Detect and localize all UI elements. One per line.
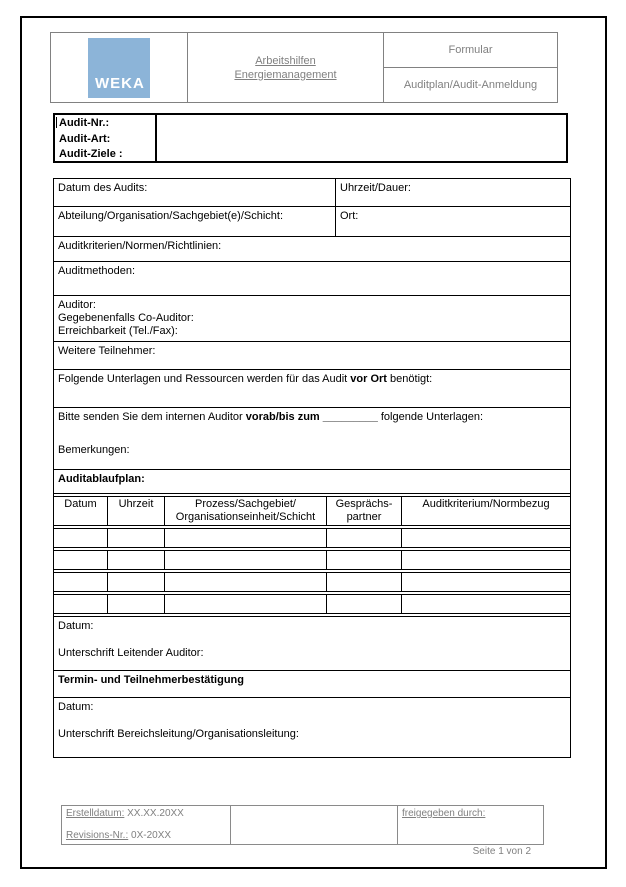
revision-label: Revisions-Nr.: xyxy=(66,830,129,841)
ablaufplan-header-row xyxy=(54,496,570,526)
row-signature-bereichsleitung xyxy=(54,698,571,758)
workbook-title-line1: Arbeitshilfen xyxy=(255,54,316,67)
ablaufplan-cell[interactable] xyxy=(165,594,327,614)
col-header-gespraechspartner: Gesprächs- partner xyxy=(327,496,402,526)
ablaufplan-cell[interactable] xyxy=(402,594,570,614)
text-cursor xyxy=(56,117,57,128)
audit-id-entry-field[interactable] xyxy=(157,115,566,161)
ablaufplan-cell[interactable] xyxy=(327,528,402,548)
row-auditor xyxy=(54,296,571,342)
workbook-title-line2: Energiemanagement xyxy=(234,68,337,81)
ort-label: Ort: xyxy=(340,210,359,222)
field-uhrzeit-dauer[interactable] xyxy=(336,179,571,207)
datum-des-audits-label: Datum des Audits: xyxy=(58,182,148,194)
ablaufplan-cell[interactable] xyxy=(327,550,402,570)
row-senden-bemerkungen xyxy=(54,408,571,470)
ablaufplan-cell[interactable] xyxy=(54,572,108,592)
unterlagen-text-bold: vor Ort xyxy=(350,373,387,385)
co-auditor-label: Gegebenenfalls Co-Auditor: xyxy=(58,312,194,324)
erreichbarkeit-label: Erreichbarkeit (Tel./Fax): xyxy=(58,325,178,337)
ablaufplan-cell[interactable] xyxy=(402,550,570,570)
bemerkungen-label: Bemerkungen: xyxy=(58,444,130,456)
bestaetigung-title: Termin- und Teilnehmerbestätigung xyxy=(54,671,571,698)
col-header-uhrzeit: Uhrzeit xyxy=(108,496,165,526)
footer-revision-cell xyxy=(62,806,231,844)
row-auditkriterien xyxy=(54,237,571,262)
col-header-datum: Datum xyxy=(54,496,108,526)
leitender-auditor-label: Unterschrift Leitender Auditor: xyxy=(58,647,204,659)
ablaufplan-cell[interactable] xyxy=(165,528,327,548)
ablaufplan-cell[interactable] xyxy=(108,594,165,614)
field-weitere-teilnehmer[interactable] xyxy=(54,342,571,370)
footer-approval-cell xyxy=(398,806,543,844)
datum-label-1: Datum: xyxy=(58,620,94,632)
doc-meta xyxy=(384,33,557,102)
document-header xyxy=(50,32,558,103)
col-header-auditkriterium: Auditkriterium/Normbezug xyxy=(402,496,570,526)
ablaufplan-cell[interactable] xyxy=(54,594,108,614)
row-ablaufplan-title xyxy=(54,470,571,494)
ablaufplan-cell[interactable] xyxy=(108,572,165,592)
datum-label-2: Datum: xyxy=(58,701,94,713)
field-auditkriterien[interactable] xyxy=(54,237,571,262)
ablaufplan-title: Auditablaufplan: xyxy=(54,470,571,494)
ablaufplan-row-1 xyxy=(54,528,570,548)
row-weitere-teilnehmer xyxy=(54,342,571,370)
senden-text-bold: vorab/bis zum _________ xyxy=(245,411,378,423)
logo-cell xyxy=(51,33,187,102)
ablaufplan-table-host xyxy=(54,494,571,617)
audit-art-label: Audit-Art: xyxy=(59,132,111,145)
weitere-teilnehmer-label: Weitere Teilnehmer: xyxy=(58,345,156,357)
ablaufplan-cell[interactable] xyxy=(54,528,108,548)
unterlagen-text-suffix: benötigt: xyxy=(386,373,433,385)
auditor-label: Auditor: xyxy=(58,299,96,311)
ablaufplan-table xyxy=(54,494,570,616)
ablaufplan-row-4 xyxy=(54,594,570,614)
ablaufplan-cell[interactable] xyxy=(402,572,570,592)
unterlagen-text-prefix: Folgende Unterlagen und Ressourcen werden für das Audit xyxy=(58,373,351,385)
row-ablaufplan-table xyxy=(54,494,571,617)
field-senden-bemerkungen[interactable] xyxy=(54,408,571,470)
senden-line xyxy=(58,411,566,424)
revision-line xyxy=(66,830,226,842)
ablaufplan-row-3 xyxy=(54,572,570,592)
row-abteilung-ort xyxy=(54,207,571,237)
row-bestaetigung-title xyxy=(54,671,571,698)
field-signature-auditor[interactable] xyxy=(54,617,571,671)
field-unterlagen-vor-ort[interactable] xyxy=(54,370,571,408)
revision-value: 0X-20XX xyxy=(131,830,172,841)
erstelldatum-label: Erstelldatum: xyxy=(66,808,125,819)
auditkriterien-label: Auditkriterien/Normen/Richtlinien: xyxy=(58,240,222,252)
audit-nr-label: Audit-Nr.: xyxy=(59,117,110,129)
row-auditmethoden xyxy=(54,262,571,296)
field-auditor[interactable] xyxy=(54,296,571,342)
senden-text-suffix: folgende Unterlagen: xyxy=(377,411,483,423)
col-header-prozess: Prozess/Sachgebiet/ Organisationseinheit/Schicht xyxy=(165,496,327,526)
row-unterlagen-vor-ort xyxy=(54,370,571,408)
erstelldatum-line xyxy=(66,808,226,820)
row-signature-auditor xyxy=(54,617,571,671)
weka-logo-icon xyxy=(88,38,150,98)
field-abteilung[interactable] xyxy=(54,207,336,237)
audit-id-box xyxy=(53,113,568,163)
weka-logo-text: WEKA xyxy=(95,74,145,92)
page-indicator: Seite 1 von 2 xyxy=(472,846,531,857)
ablaufplan-cell[interactable] xyxy=(165,550,327,570)
senden-text-prefix: Bitte senden Sie dem internen Auditor xyxy=(58,411,246,423)
abteilung-label: Abteilung/Organisation/Sachgebiet(e)/Schicht: xyxy=(58,210,284,222)
field-ort[interactable] xyxy=(336,207,571,237)
audit-ziele-label: Audit-Ziele : xyxy=(59,148,123,160)
field-auditmethoden[interactable] xyxy=(54,262,571,296)
doc-kind: Formular xyxy=(384,33,557,68)
audit-id-labels xyxy=(55,115,157,161)
ablaufplan-cell[interactable] xyxy=(54,550,108,570)
workbook-title xyxy=(187,33,384,102)
ablaufplan-cell[interactable] xyxy=(165,572,327,592)
bereichsleitung-label: Unterschrift Bereichsleitung/Organisationsleitung: xyxy=(58,728,299,740)
uhrzeit-dauer-label: Uhrzeit/Dauer: xyxy=(340,182,411,194)
ablaufplan-cell[interactable] xyxy=(108,550,165,570)
ablaufplan-cell[interactable] xyxy=(402,528,570,548)
field-signature-bereichsleitung[interactable] xyxy=(54,698,571,758)
ablaufplan-cell[interactable] xyxy=(327,594,402,614)
auditmethoden-label: Auditmethoden: xyxy=(58,265,136,277)
audit-form xyxy=(53,178,571,758)
field-datum-des-audits[interactable] xyxy=(54,179,336,207)
document-footer xyxy=(61,805,544,845)
footer-empty-cell xyxy=(231,806,398,844)
ablaufplan-cell[interactable] xyxy=(327,572,402,592)
freigegeben-label: freigegeben durch: xyxy=(402,808,486,819)
erstelldatum-value: XX.XX.20XX xyxy=(127,808,184,819)
row-datum-uhrzeit xyxy=(54,179,571,207)
doc-title: Auditplan/Audit-Anmeldung xyxy=(403,79,538,91)
ablaufplan-row-2 xyxy=(54,550,570,570)
ablaufplan-cell[interactable] xyxy=(108,528,165,548)
